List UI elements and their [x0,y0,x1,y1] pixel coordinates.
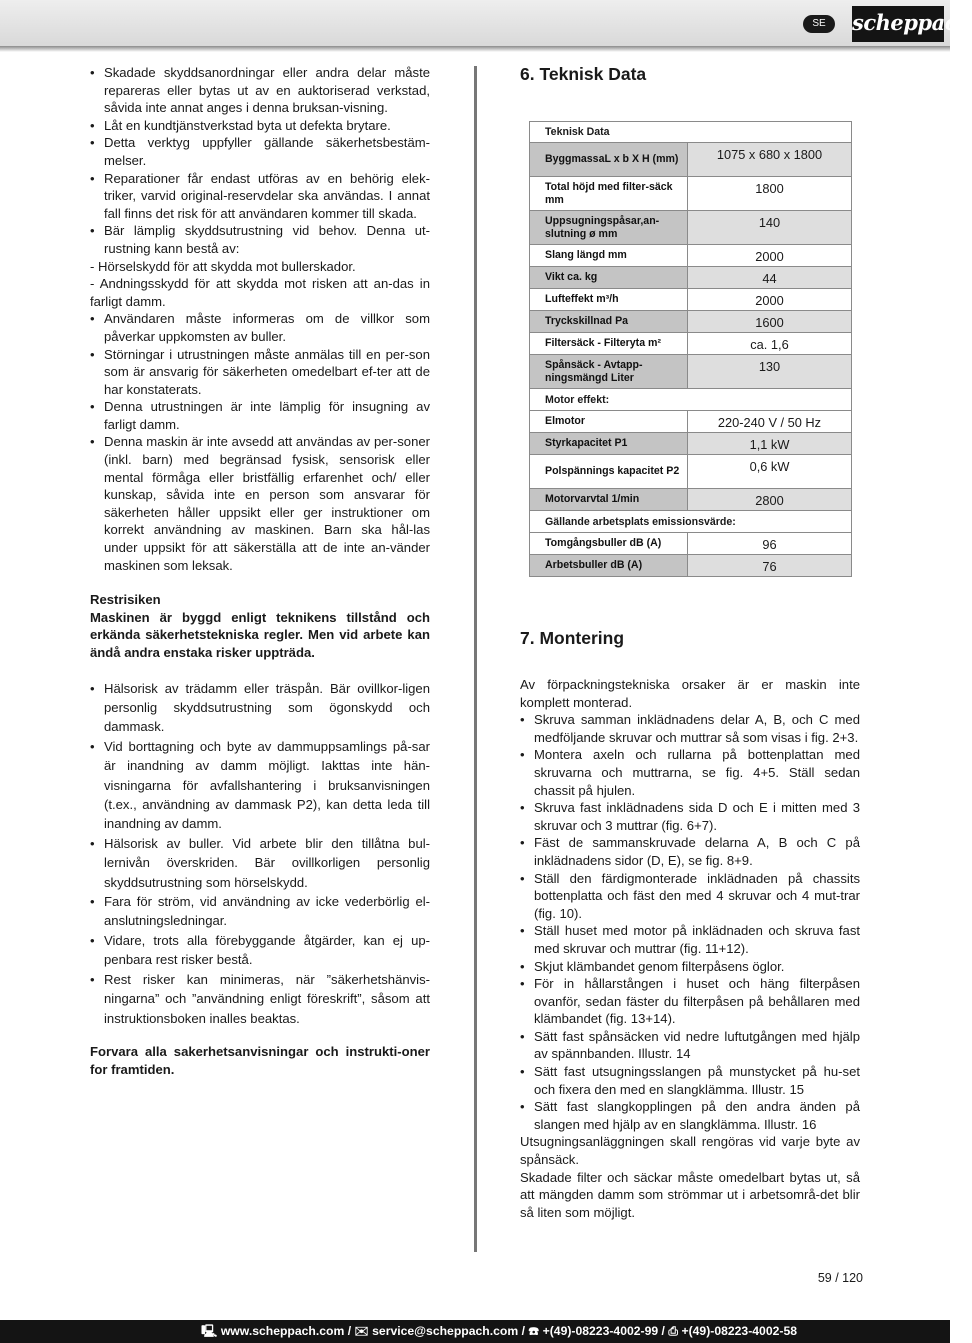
list-item: • Vidare, trots alla förebyggande åtgärder, kan ej up-penbara rest risker bestå. [90,931,430,970]
list-item: • Fäst de sammanskruvade delarna A, B och C på inklädnadens sidor (D, E), se fig. 8+9. [520,834,860,869]
list-item: • Störningar i utrustningen måste anmälas till en per-son som är ansvarig för säkerheten omedelbart ef-ter att de har konstaterats. [90,346,430,399]
row-label: Polspännings kapacitet P2 [530,455,688,489]
scheppach-logo: scheppach [852,6,944,42]
table-row [530,289,852,311]
footer-fax: +(49)-08223-4002-58 [681,1324,797,1338]
row-value: 140 [688,211,852,245]
footer-phone: +(49)-08223-4002-99 [542,1324,659,1338]
row-value: 1,1 kW [688,433,852,455]
list-item: • Rest risker kan minimeras, när ”säkerhetshänvis-ningarna” och ”användning enligt föreskrift”, såsom att instruktionsboken inalles beaktas. [90,970,430,1028]
list-item [90,222,430,310]
risk-list [90,679,430,1028]
montering-title: 7. Montering [520,628,625,648]
row-value: 130 [688,355,852,389]
list-item: • Användaren måste informeras om de villkor som påverkar uppkomsten av buller. [90,310,430,345]
list-item: • Ställ huset med motor på inklädnaden och skruva fast med skruvar och muttrar (fig. 11+12). [520,922,860,957]
fax-icon: ⎙ [668,1324,679,1338]
row-value: 2000 [688,289,852,311]
row-value: 2800 [688,489,852,511]
montering-section [520,676,860,1221]
list-item: • Fara för ström, vid användning av icke vederbörlig el-anslutningsledningar. [90,892,430,931]
list-item: • Reparationer får endast utföras av en behörig elek-triker, varvid original-reservdelar ska användas. I annat fall finns det risk för att användaren kommer till skada. [90,170,430,223]
montering-filter-note: Skadade filter och säckar måste omedelbart bytas ut, så att mängden damm som strömmar ut i arbetsområ-det blir så liten som möjligt. [520,1169,860,1220]
list-item: • Skadade skyddsanordningar eller andra delar måste repareras eller bytas ut av en auktoriserad verkstad, såvida inte annat anges i denna bruksan-visning. [90,64,430,117]
row-value: 2000 [688,245,852,267]
tech-data-table [529,121,852,577]
safety-list [90,64,430,574]
sub-item-hearing: - Hörselskydd för att skydda mot bullerskador. [90,258,356,274]
list-item: • För in hållarstången i huset och häng filterpåsen ovanför, sedan fäster du filterpåsen på behållaren med klämbandet (fig. 13+14). [520,975,860,1028]
keep-instructions-note: Forvara alla sakerhetsanvisningar och instrukti-oner for framtiden. [90,1043,430,1077]
sub-item-breathing: - Andningsskydd för att skydda mot risken att an-das in farligt damm. [90,276,430,309]
table-row [530,333,852,355]
montering-cleaning-note: Utsugningsanläggningen skall rengöras vid varje byte av spånsäck. [520,1134,860,1168]
row-value: 1600 [688,311,852,333]
montering-steps [520,711,860,1133]
table-row [530,489,852,511]
row-label: Uppsugningspåsar,an-slutning ø mm [530,211,688,245]
list-item: • Ställ den färdigmonterade inklädnaden på chassits bottenplatta och fäst den med 4 skruvar och 4 mut-trar (fig. 10). [520,870,860,923]
list-item: • Skjut klämbandet genom filterpåsens öglor. [520,958,860,976]
row-value: 0,6 kW [688,455,852,489]
list-item: • Sätt fast slangkopplingen på den andra änden på slangen med hjälp av en slangklämma. Illustr. 16 [520,1098,860,1133]
row-value: 220-240 V / 50 Hz [688,411,852,433]
table-row [530,267,852,289]
row-label: Total höjd med filter-säck mm [530,177,688,211]
table-header: Teknisk Data [530,122,852,143]
restrisiken-intro: Maskinen är byggd enligt teknikens tillstånd och erkända säkerhetstekniska regler. Men vid arbete kan ändå andra enstaka risker uppträda. [90,609,430,660]
row-value: 96 [688,533,852,555]
list-item: • Skruva samman inklädnadens delar A, B, och C med medföljande skruvar och muttrar så som visas i fig. 2+3. [520,711,860,746]
table-row [530,355,852,389]
table-row [530,433,852,455]
table-row [530,143,852,177]
list-item: • Montera axeln och rullarna på bottenplattan med skruvarna och muttrarna, se fig. 4+5. Ställ sedan chassit på hjulen. [520,746,860,799]
table-row [530,177,852,211]
montering-intro: Av förpackningstekniska orsaker är er maskin inte komplett monterad. [520,677,860,710]
row-label: Elmotor [530,411,688,433]
row-value: 76 [688,555,852,577]
table-row [530,245,852,267]
list-item: • Sätt fast utsugningsslangen på munstycket på hu-set och fixera den med en slangklämma. Illustr. 15 [520,1063,860,1098]
list-item: • Denna maskin är inte avsedd att användas av per-soner (inkl. barn) med begränsad fysisk, sensorisk eller mental förmåga eller bristfällig erfarenhet och/ eller kunskap, såvida inte en person som ansvarar för säkerheten håller uppsikt eller ger instruktioner om korrekt användning av maskinen. Barn ska hål-las under uppsikt för att säkerställa att de inte an-vänder maskinen som leksak. [90,433,430,574]
left-column [90,64,430,1078]
row-label: Tomgångsbuller dB (A) [530,533,688,555]
list-item: • Låt en kundtjänstverkstad byta ut defekta brytare. [90,117,430,135]
table-row [530,555,852,577]
page-footer [0,1320,950,1343]
row-label: Lufteffekt m³/h [530,289,688,311]
emission-header-row [530,511,852,533]
row-label: Spånsäck - Avtapp-ningsmängd Liter [530,355,688,389]
row-label: ByggmassaL x b X H (mm) [530,143,688,177]
list-item: • Sätt fast spånsäcken vid nedre luftutgången med hjälp av spännbanden. Illustr. 14 [520,1028,860,1063]
list-item: • Denna utrustningen är inte lämplig för insugning av farligt damm. [90,398,430,433]
motor-header-row [530,389,852,411]
column-divider [474,66,477,1252]
row-value: ca. 1,6 [688,333,852,355]
list-item: • Hälsorisk av buller. Vid arbete blir den tillåtna bul-lernivån överskriden. Bär ovillkorligen personlig skyddsutrustning som hörselskydd. [90,834,430,892]
table-header-row [530,122,852,143]
phone-icon: ☎ [528,1324,540,1338]
table-row [530,211,852,245]
table-row [530,411,852,433]
list-item: • Hälsorisk av trädamm eller träspån. Bär ovillkor-ligen personlig skyddsutrustning som ögonskydd och dammask. [90,679,430,737]
row-value: 44 [688,267,852,289]
emission-header: Gällande arbetsplats emissionsvärde: [530,511,852,533]
motor-header: Motor effekt: [530,389,852,411]
mail-icon: ✉ [354,1324,369,1338]
row-label: Slang längd mm [530,245,688,267]
row-label: Vikt ca. kg [530,267,688,289]
header-shadow [0,46,950,52]
page-number: 59 / 120 [817,1271,863,1285]
row-value: 1800 [688,177,852,211]
row-label: Filtersäck - Filteryta m² [530,333,688,355]
row-value: 1075 x 680 x 1800 [688,143,852,177]
tech-data-title: 6. Teknisk Data [520,64,647,84]
row-label: Arbetsbuller dB (A) [530,555,688,577]
row-label: Motorvarvtal 1/min [530,489,688,511]
footer-contact: 🖳 www.scheppach.com / ✉ service@scheppach.com / ☎ +(49)-08223-4002-99 / ⎙ +(49)-08223-4002-58 [201,1324,797,1338]
table-row [530,455,852,489]
list-item: • Vid borttagning och byte av dammuppsamlings på-sar är inandning av damm möjligt. Iakttas inte hän-visningarna för avfallshantering i bruksanvisningen (t.ex., användning av dammask P2), kan detta leda till inandning av damm. [90,737,430,834]
language-badge: SE [803,15,835,33]
computer-icon: 🖳 [201,1324,218,1338]
row-label: Tryckskillnad Pa [530,311,688,333]
list-item-text: Bär lämplig skyddsutrustning vid behov. Denna ut-rustning kann bestå av: [104,223,430,256]
table-row [530,311,852,333]
list-item: • Detta verktyg uppfyller gällande säkerhetsbestäm-melser. [90,134,430,169]
restrisiken-heading: Restrisiken [90,592,161,608]
footer-website: www.scheppach.com [220,1324,345,1338]
list-item: • Skruva fast inklädnadens sida D och E i mitten med 3 skruvar och 3 muttrar (fig. 6+7). [520,799,860,834]
row-label: Styrkapacitet P1 [530,433,688,455]
footer-email: service@scheppach.com [372,1324,519,1338]
table-row [530,533,852,555]
